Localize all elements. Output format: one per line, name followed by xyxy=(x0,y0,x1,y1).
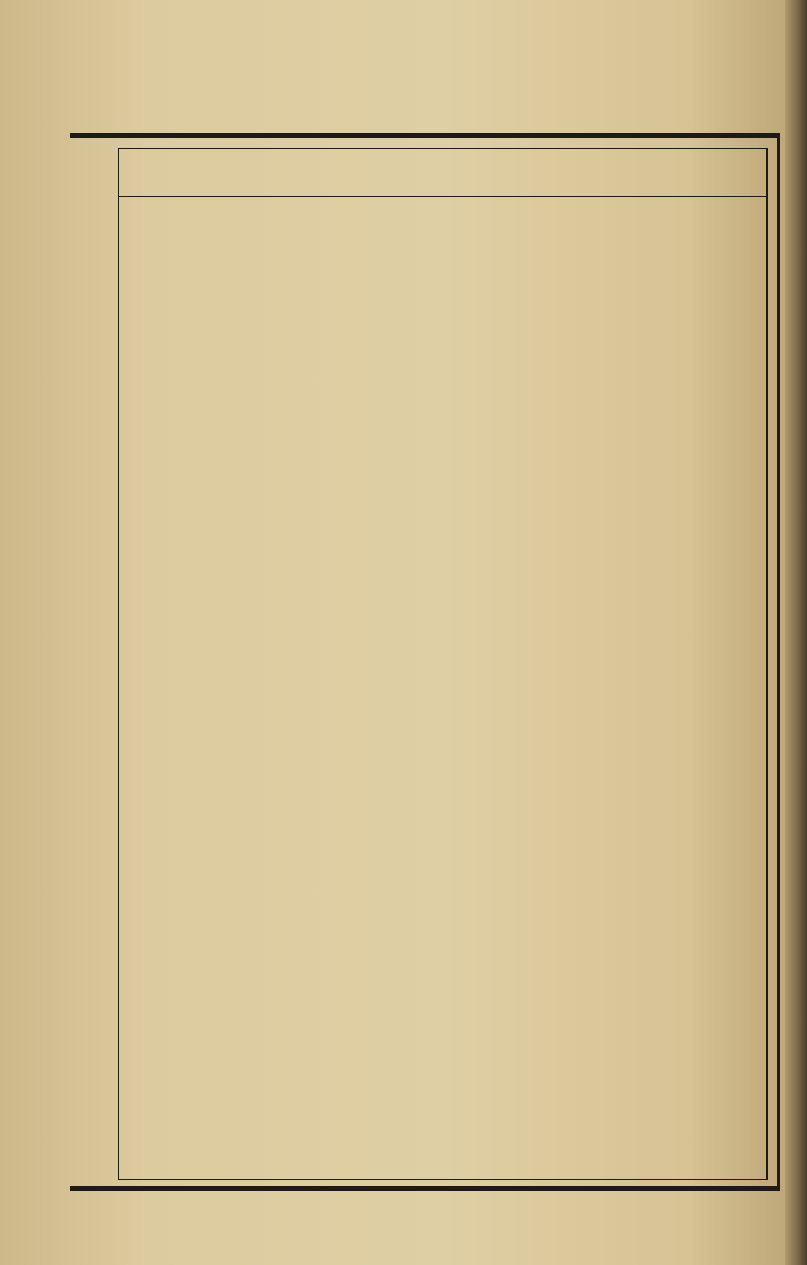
scripture-text xyxy=(122,206,758,1176)
running-header xyxy=(68,165,114,297)
book-spine xyxy=(785,0,807,1265)
verse-number-row xyxy=(122,156,762,194)
verse-number-divider xyxy=(118,196,768,197)
